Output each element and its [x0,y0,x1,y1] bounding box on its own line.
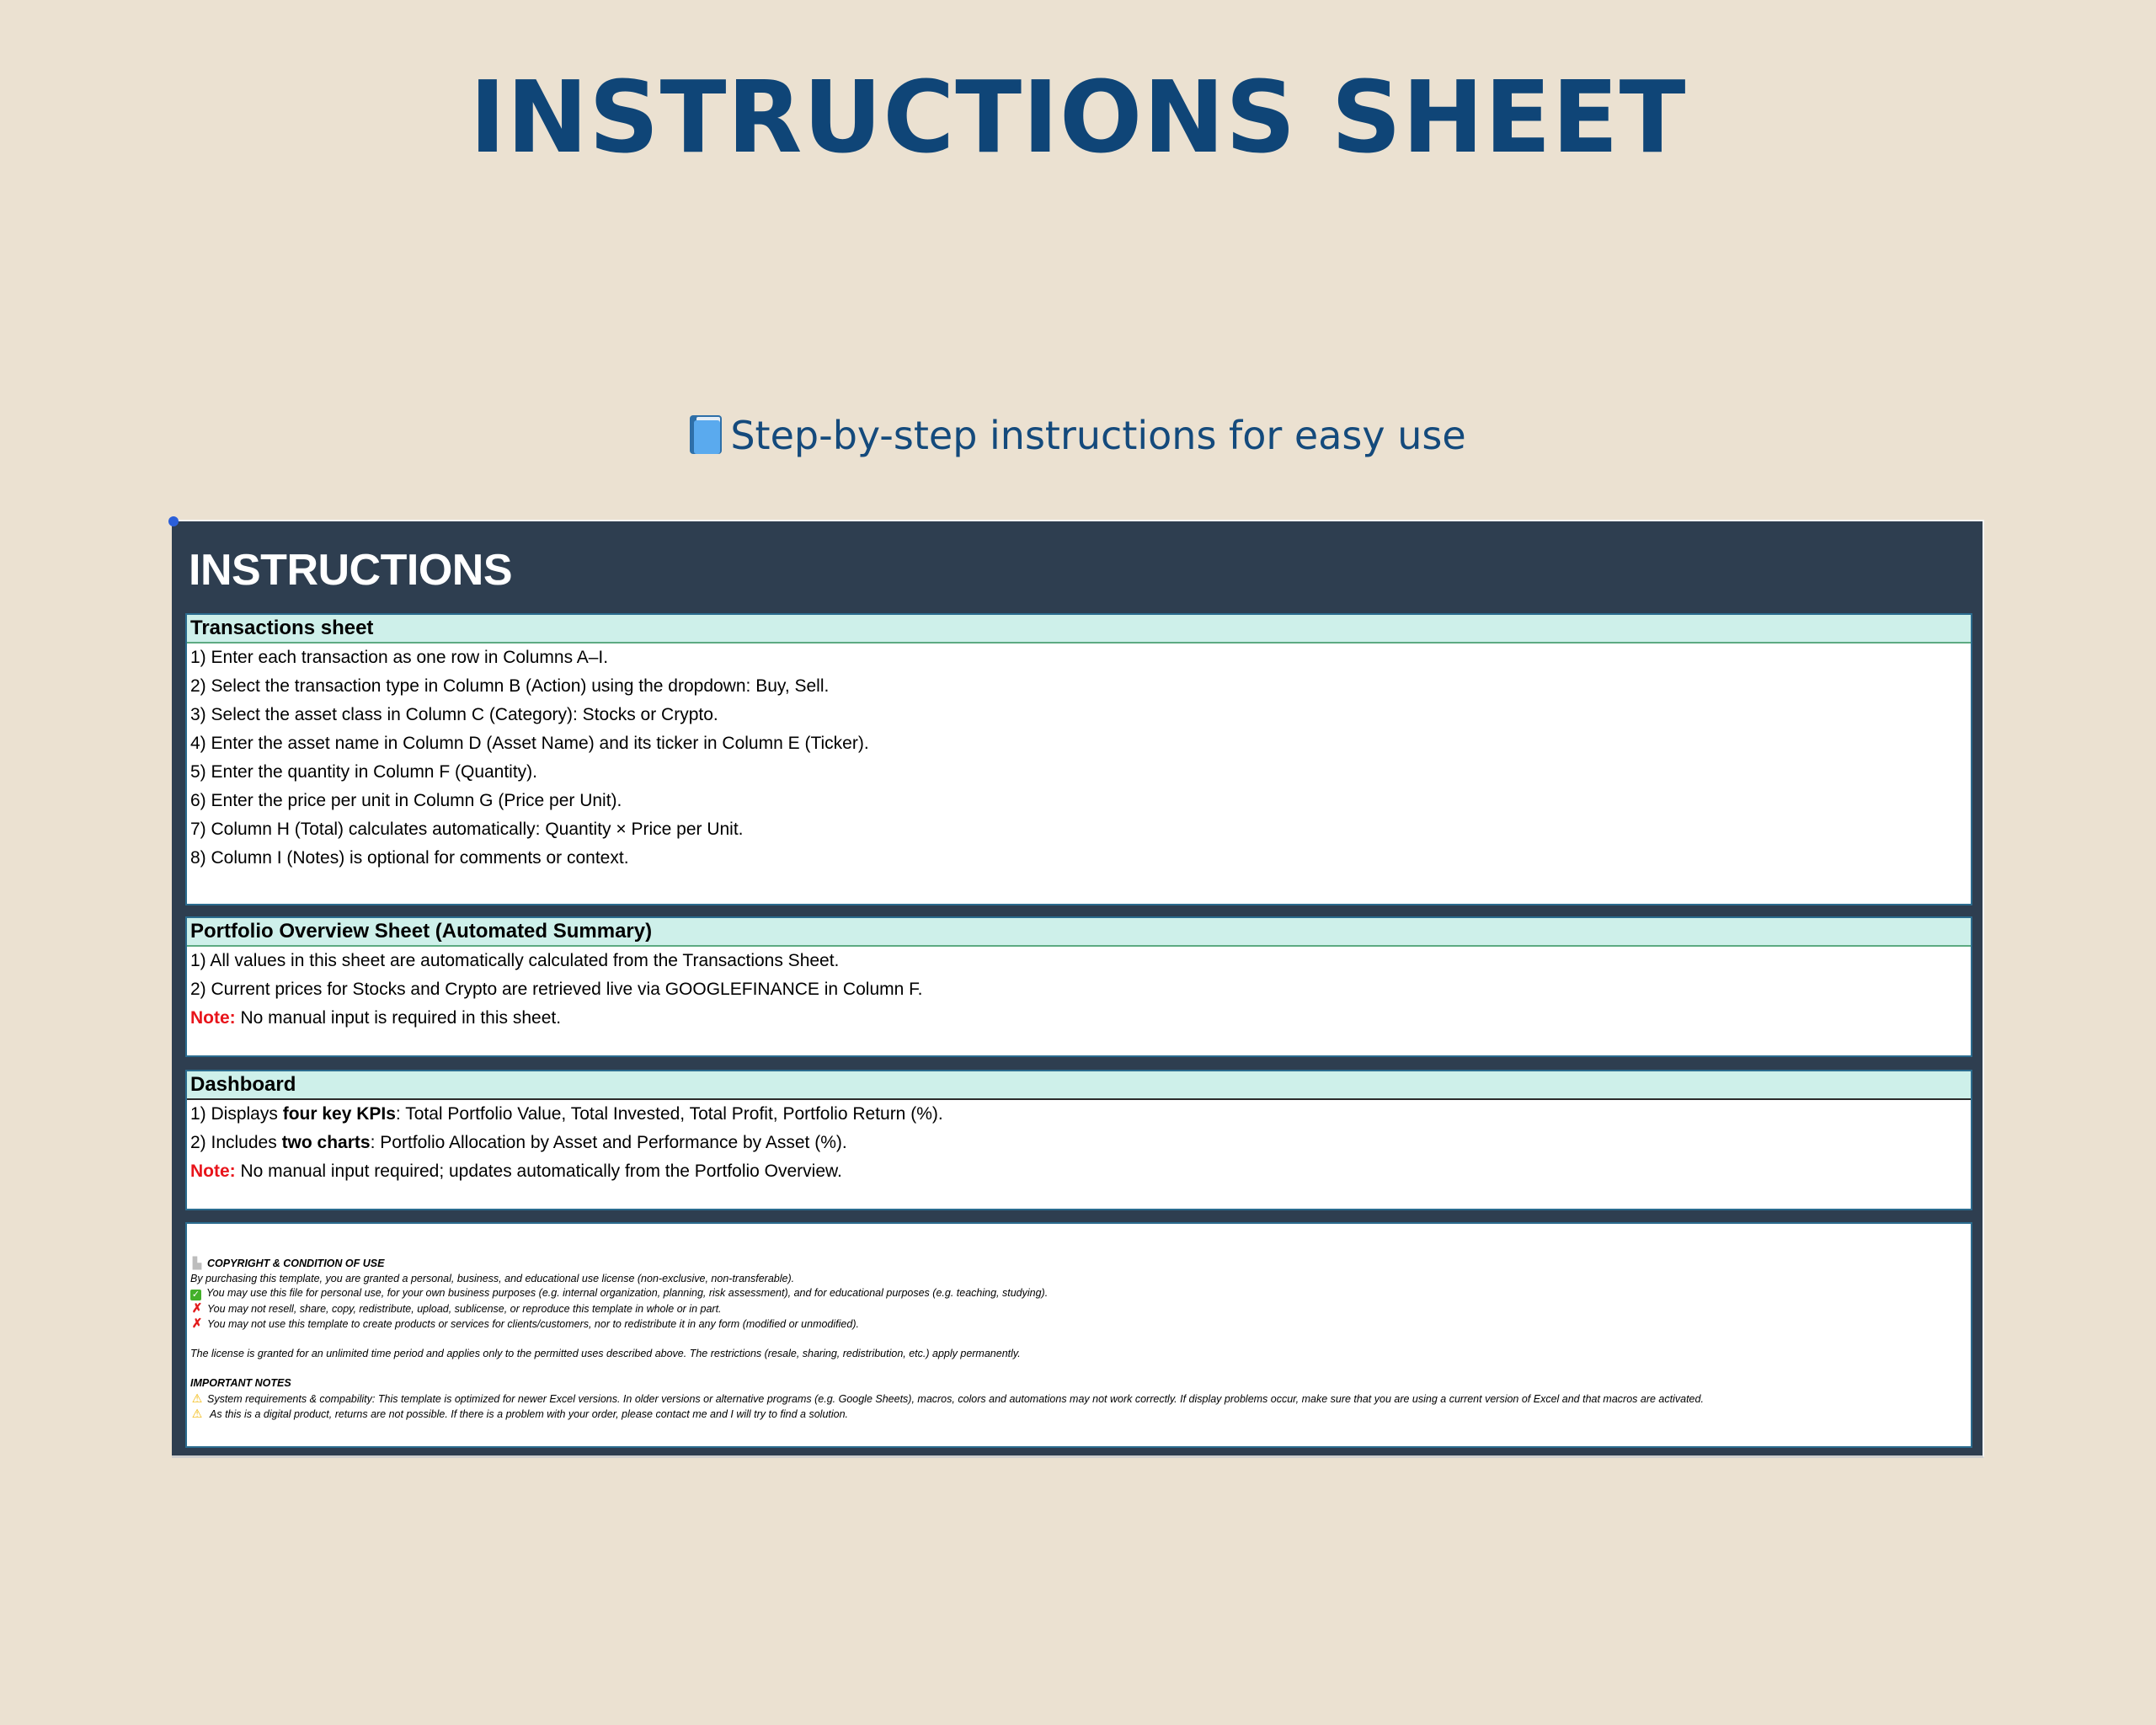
instructions-panel [172,520,1984,1458]
note-text: No manual input is required in this sheet. [235,1008,562,1028]
allowed-item [190,1286,1967,1301]
license-term: The license is granted for an unlimited time period and applies only to the permitted uses described above. The restrictions (resale, sharing, redistribution, etc.) apply permanently. [190,1348,1021,1359]
instruction-line: 3) Select the asset class in Column C (Category): Stocks or Crypto. [190,705,718,724]
document-icon: ▙ [193,1257,201,1269]
instruction-line: 1) Enter each transaction as one row in Columns A–I. [190,648,609,667]
instruction-line: 2) Select the transaction type in Column B (Action) using the dropdown: Buy, Sell. [190,676,830,696]
instruction-line: 8) Column I (Notes) is optional for comments or context. [190,848,629,868]
instruction-line [187,1129,1971,1157]
section-header: Transactions sheet [187,615,1971,644]
cross-icon: ✗ [191,1300,203,1316]
note-label: Note: [190,1162,236,1181]
note-label: Note: [190,1008,236,1028]
book-icon [690,415,722,454]
line-text: : Total Portfolio Value, Total Invested, Total Profit, Portfolio Return (%). [395,1104,943,1124]
line-text: 2) Includes [190,1133,282,1152]
instruction-line [187,1100,1971,1129]
important-note [190,1407,1967,1423]
instruction-line: 4) Enter the asset name in Column D (Asset Name) and its ticker in Column E (Ticker). [190,734,869,753]
line-text: : Portfolio Allocation by Asset and Performance by Asset (%). [370,1133,847,1152]
section-transactions [185,613,1972,905]
important-note [190,1391,1967,1407]
heading-text: COPYRIGHT & CONDITION OF USE [207,1258,385,1269]
line-text: 1) Displays [190,1104,283,1124]
instruction-line: 1) All values in this sheet are automatically calculated from the Transactions Sheet. [190,951,840,970]
copyright-heading [190,1256,1967,1272]
instruction-line: 5) Enter the quantity in Column F (Quantity). [190,762,538,782]
forbidden-item [190,1301,1967,1317]
instruction-line: 6) Enter the price per unit in Column G (Price per Unit). [190,791,622,810]
instruction-line: 7) Column H (Total) calculates automatically: Quantity × Price per Unit. [190,820,744,839]
allowed-text: You may use this file for personal use, for your own business purposes (e.g. internal organization, planning, risk assessment), and for educational purposes (e.g. teaching, studying). [206,1287,1049,1299]
panel-title: INSTRUCTIONS [189,546,512,595]
copyright-box [185,1222,1972,1448]
section-header: Dashboard [187,1071,1971,1100]
forbidden-text: You may not resell, share, copy, redistribute, upload, sublicense, or reproduce this template in whole or in part. [207,1302,722,1315]
note-line [187,1004,1971,1033]
line-bold-text: four key KPIs [282,1104,396,1124]
forbidden-text: You may not use this template to create products or services for clients/customers, nor to redistribute it in any form (modified or unmodified). [207,1318,859,1330]
note-text: No manual input required; updates automatically from the Portfolio Overview. [235,1162,842,1181]
cross-icon: ✗ [191,1316,203,1331]
check-icon: ✓ [191,1290,200,1300]
note-text: System requirements & compability: This template is optimized for newer Excel versions. In older versions or alternative programs (e.g. Google Sheets), macros, colors and automations may not work correctly. If display problems occur, make sure that you are using a current version of Excel and that macros are activated. [207,1392,1704,1405]
warning-icon: ⚠ [191,1391,203,1405]
section-portfolio-overview [185,916,1972,1057]
selection-handle[interactable] [168,516,179,526]
warning-icon: ⚠ [191,1407,203,1420]
important-notes-heading: IMPORTANT NOTES [190,1377,291,1389]
page-title: INSTRUCTIONS SHEET [469,59,1687,175]
instruction-line: 2) Current prices for Stocks and Crypto are retrieved live via GOOGLEFINANCE in Column F. [190,980,923,999]
note-line [187,1157,1971,1186]
section-dashboard [185,1070,1972,1210]
page-subtitle [0,413,2156,458]
section-header: Portfolio Overview Sheet (Automated Summary) [187,918,1971,947]
note-text: As this is a digital product, returns are not possible. If there is a problem with your order, please contact me and I will try to find a solution. [207,1408,849,1420]
line-bold-text: two charts [281,1133,371,1152]
subtitle-text: Step-by-step instructions for easy use [730,413,1466,458]
copyright-intro: By purchasing this template, you are granted a personal, business, and educational use license (non-exclusive, non-transferable). [190,1272,795,1284]
forbidden-item [190,1316,1967,1332]
